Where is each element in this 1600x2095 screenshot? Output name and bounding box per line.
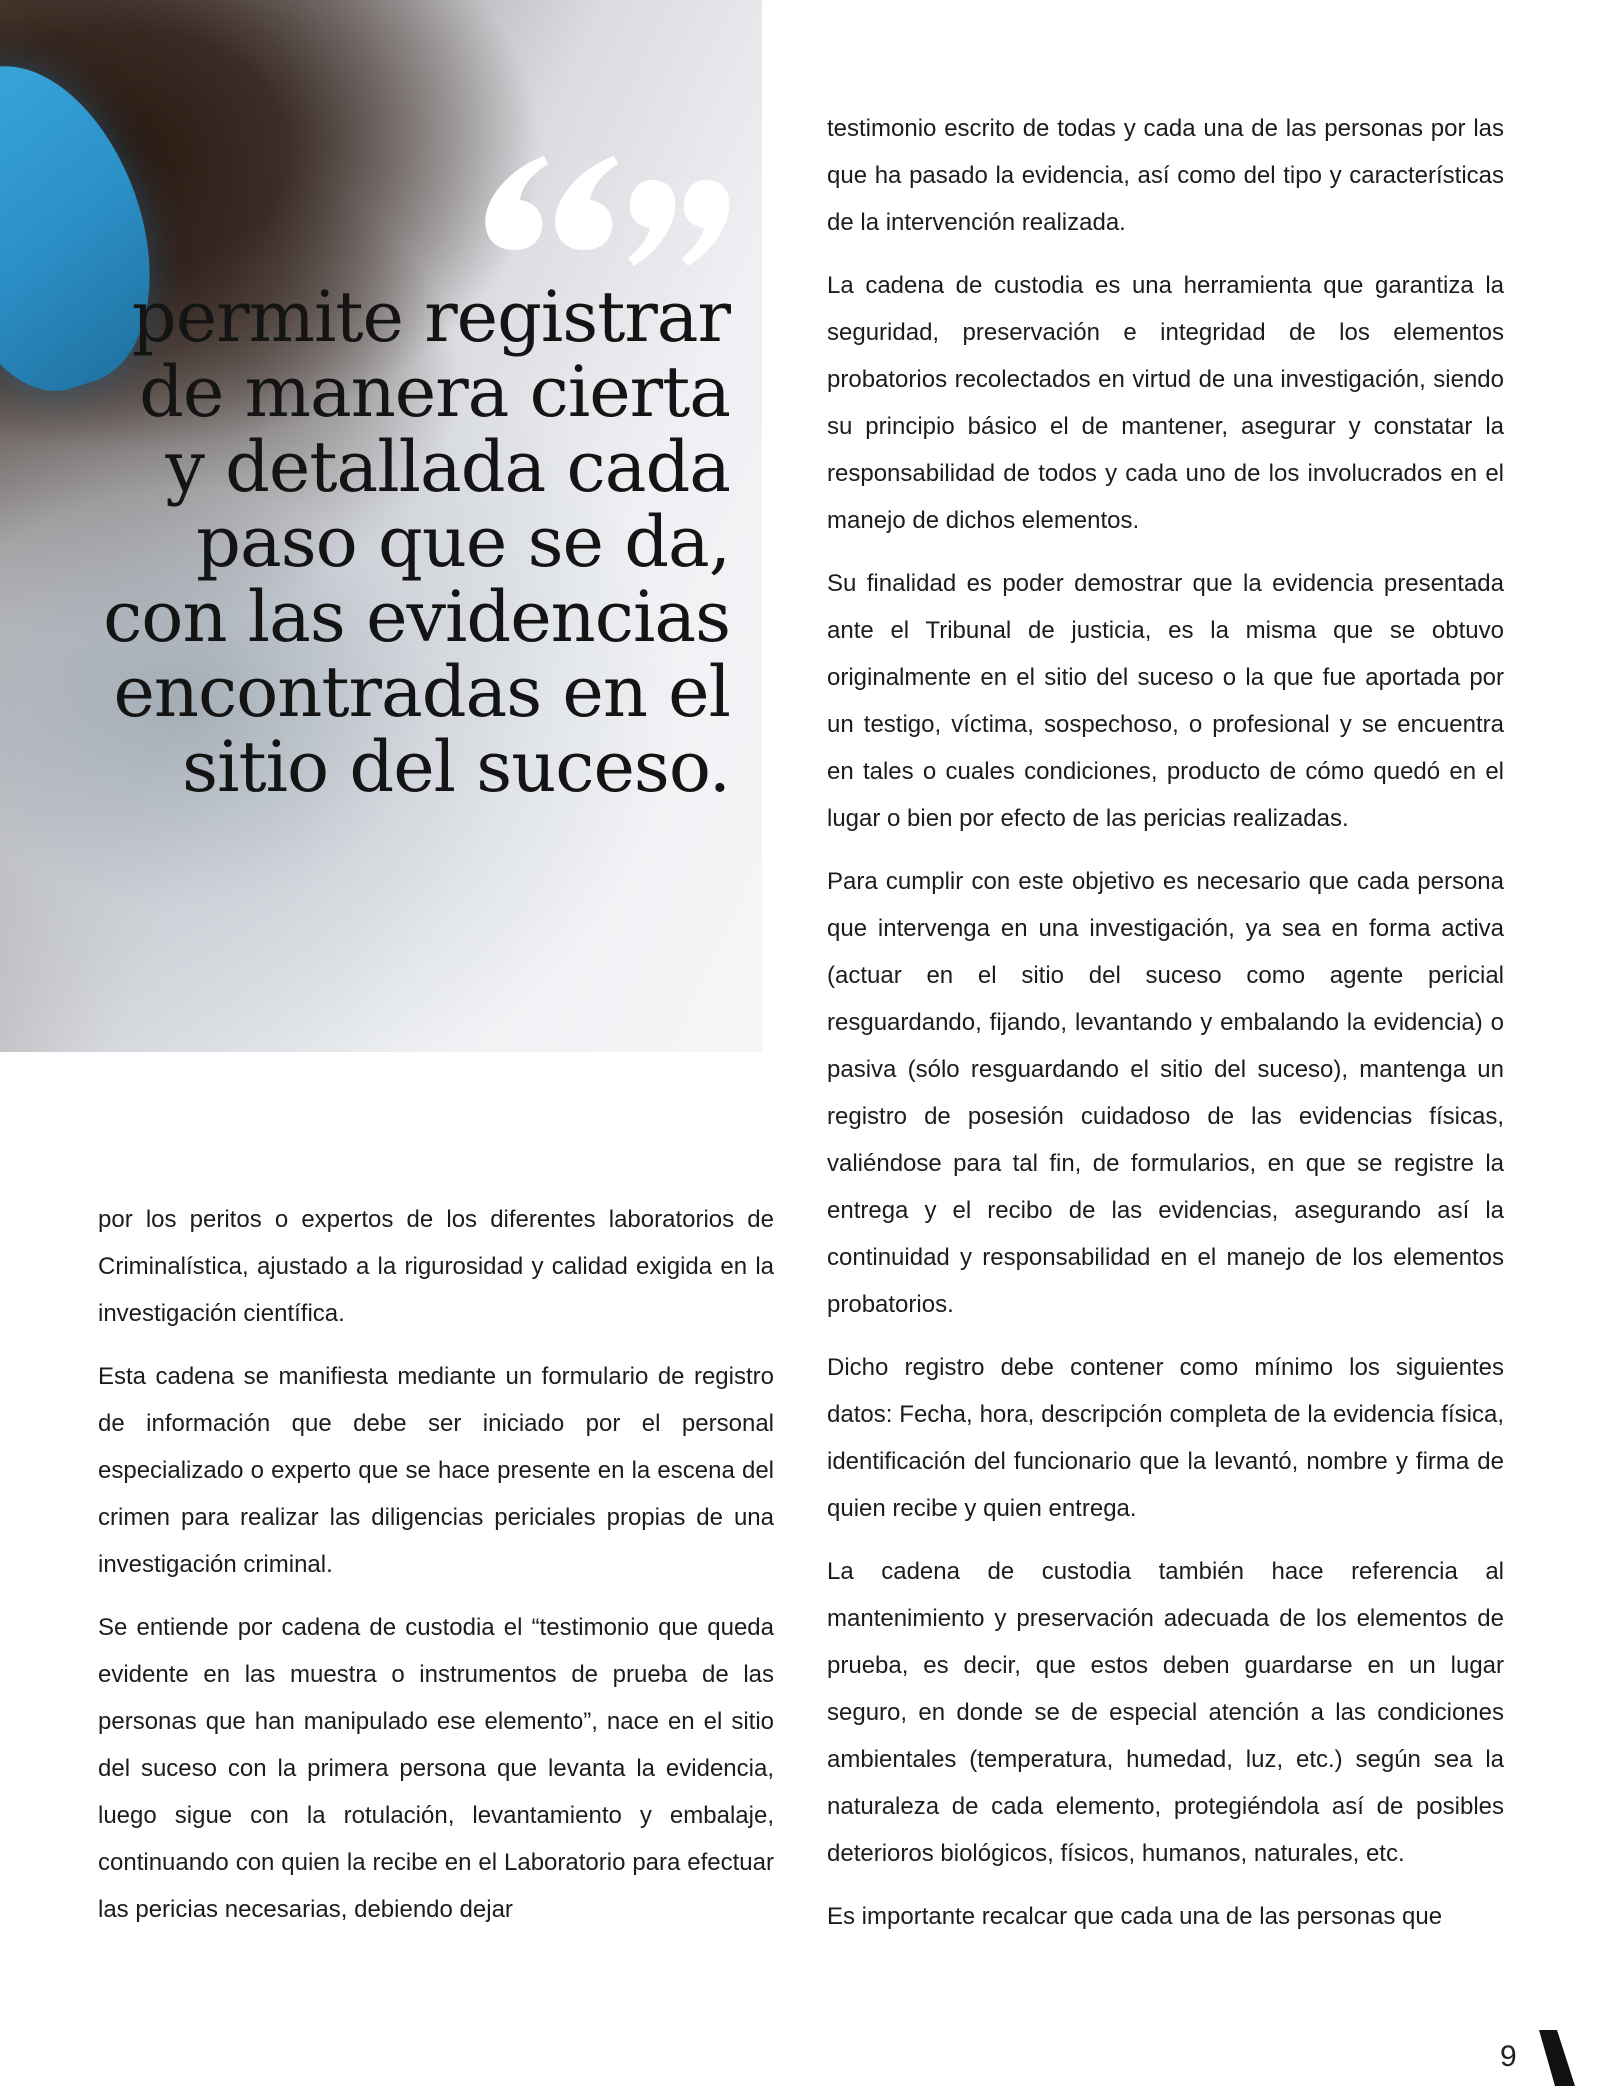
- paragraph: Se entiende por cadena de custodia el “testimonio que queda evidente en las muestra o instrumentos de prueba de las personas que han manipulado ese elemento”, nace en el sitio del suceso con la primera persona que levanta la evidencia, luego sigue con la rotulación, levantamiento y embalaje, continuando con quien la recibe en el Laboratorio para efectuar las pericias necesarias, debiendo dejar: [98, 1614, 774, 1923]
- paragraph: por los peritos o expertos de los diferentes laboratorios de Criminalística, ajustado a la rigurosidad y calidad exigida en la investigación científica.: [98, 1206, 774, 1327]
- page-number: 9: [1500, 2040, 1517, 2073]
- paragraph: Dicho registro debe contener como mínimo los siguientes datos: Fecha, hora, descripción completa de la evidencia física, identificación del funcionario que la levantó, nombre y firma de quien recibe y quien entrega.: [827, 1354, 1504, 1522]
- left-column: [98, 1196, 774, 1949]
- paragraph: Esta cadena se manifiesta mediante un formulario de registro de información que debe ser iniciado por el personal especializado o experto que se hace presente en la escena del crimen para realizar las diligencias periciales propias de una investigación criminal.: [98, 1363, 774, 1578]
- paragraph: Es importante recalcar que cada una de las personas que: [827, 1903, 1443, 1930]
- pull-quote: permite registrar de manera cierta y detallada cada paso que se da, con las evidencias encontradas en el sitio del suceso.: [103, 276, 730, 808]
- paragraph: Su finalidad es poder demostrar que la evidencia presentada ante el Tribunal de justicia, es la misma que se obtuvo originalmente en el sitio del suceso o la que fue aportada por un testigo, víctima, sospechoso, o profesional y se encuentra en tales o cuales condiciones, producto de cómo quedó en el lugar o bien por efecto de las pericias realizadas.: [827, 570, 1504, 832]
- paragraph: La cadena de custodia es una herramienta que garantiza la seguridad, preservación e integridad de los elementos probatorios recolectados en virtud de una investigación, siendo su principio básico el de mantener, asegurar y constatar la responsabilidad de todos y cada uno de los involucrados en el manejo de dichos elementos.: [827, 272, 1504, 534]
- hero-image: [0, 0, 762, 1052]
- paragraph: testimonio escrito de todas y cada una de las personas por las que ha pasado la evidencia, así como del tipo y características de la intervención realizada.: [827, 115, 1504, 236]
- right-column: [827, 105, 1504, 1956]
- paragraph: La cadena de custodia también hace referencia al mantenimiento y preservación adecuada de los elementos de prueba, es decir, que estos deben guardarse en un lugar seguro, en donde se de especial atención a las condiciones ambientales (temperatura, humedad, luz, etc.) según sea la naturaleza de cada elemento, protegiéndola así de posibles deterioros biológicos, físicos, humanos, naturales, etc.: [827, 1558, 1504, 1867]
- quotation-marks-icon: [474, 150, 734, 270]
- slash-mark-icon: [1537, 2030, 1577, 2086]
- paragraph: Para cumplir con este objetivo es necesario que cada persona que intervenga en una investigación, ya sea en forma activa (actuar en el sitio del suceso como agente pericial resguardando, fijando, levantando y embalando la evidencia) o pasiva (sólo resguardando el sitio del suceso), mantenga un registro de posesión cuidadoso de las evidencias físicas, valiéndose para tal fin, de formularios, en que se registre la entrega y el recibo de las evidencias, asegurando así la continuidad y responsabilidad en el manejo de los elementos probatorios.: [827, 868, 1504, 1318]
